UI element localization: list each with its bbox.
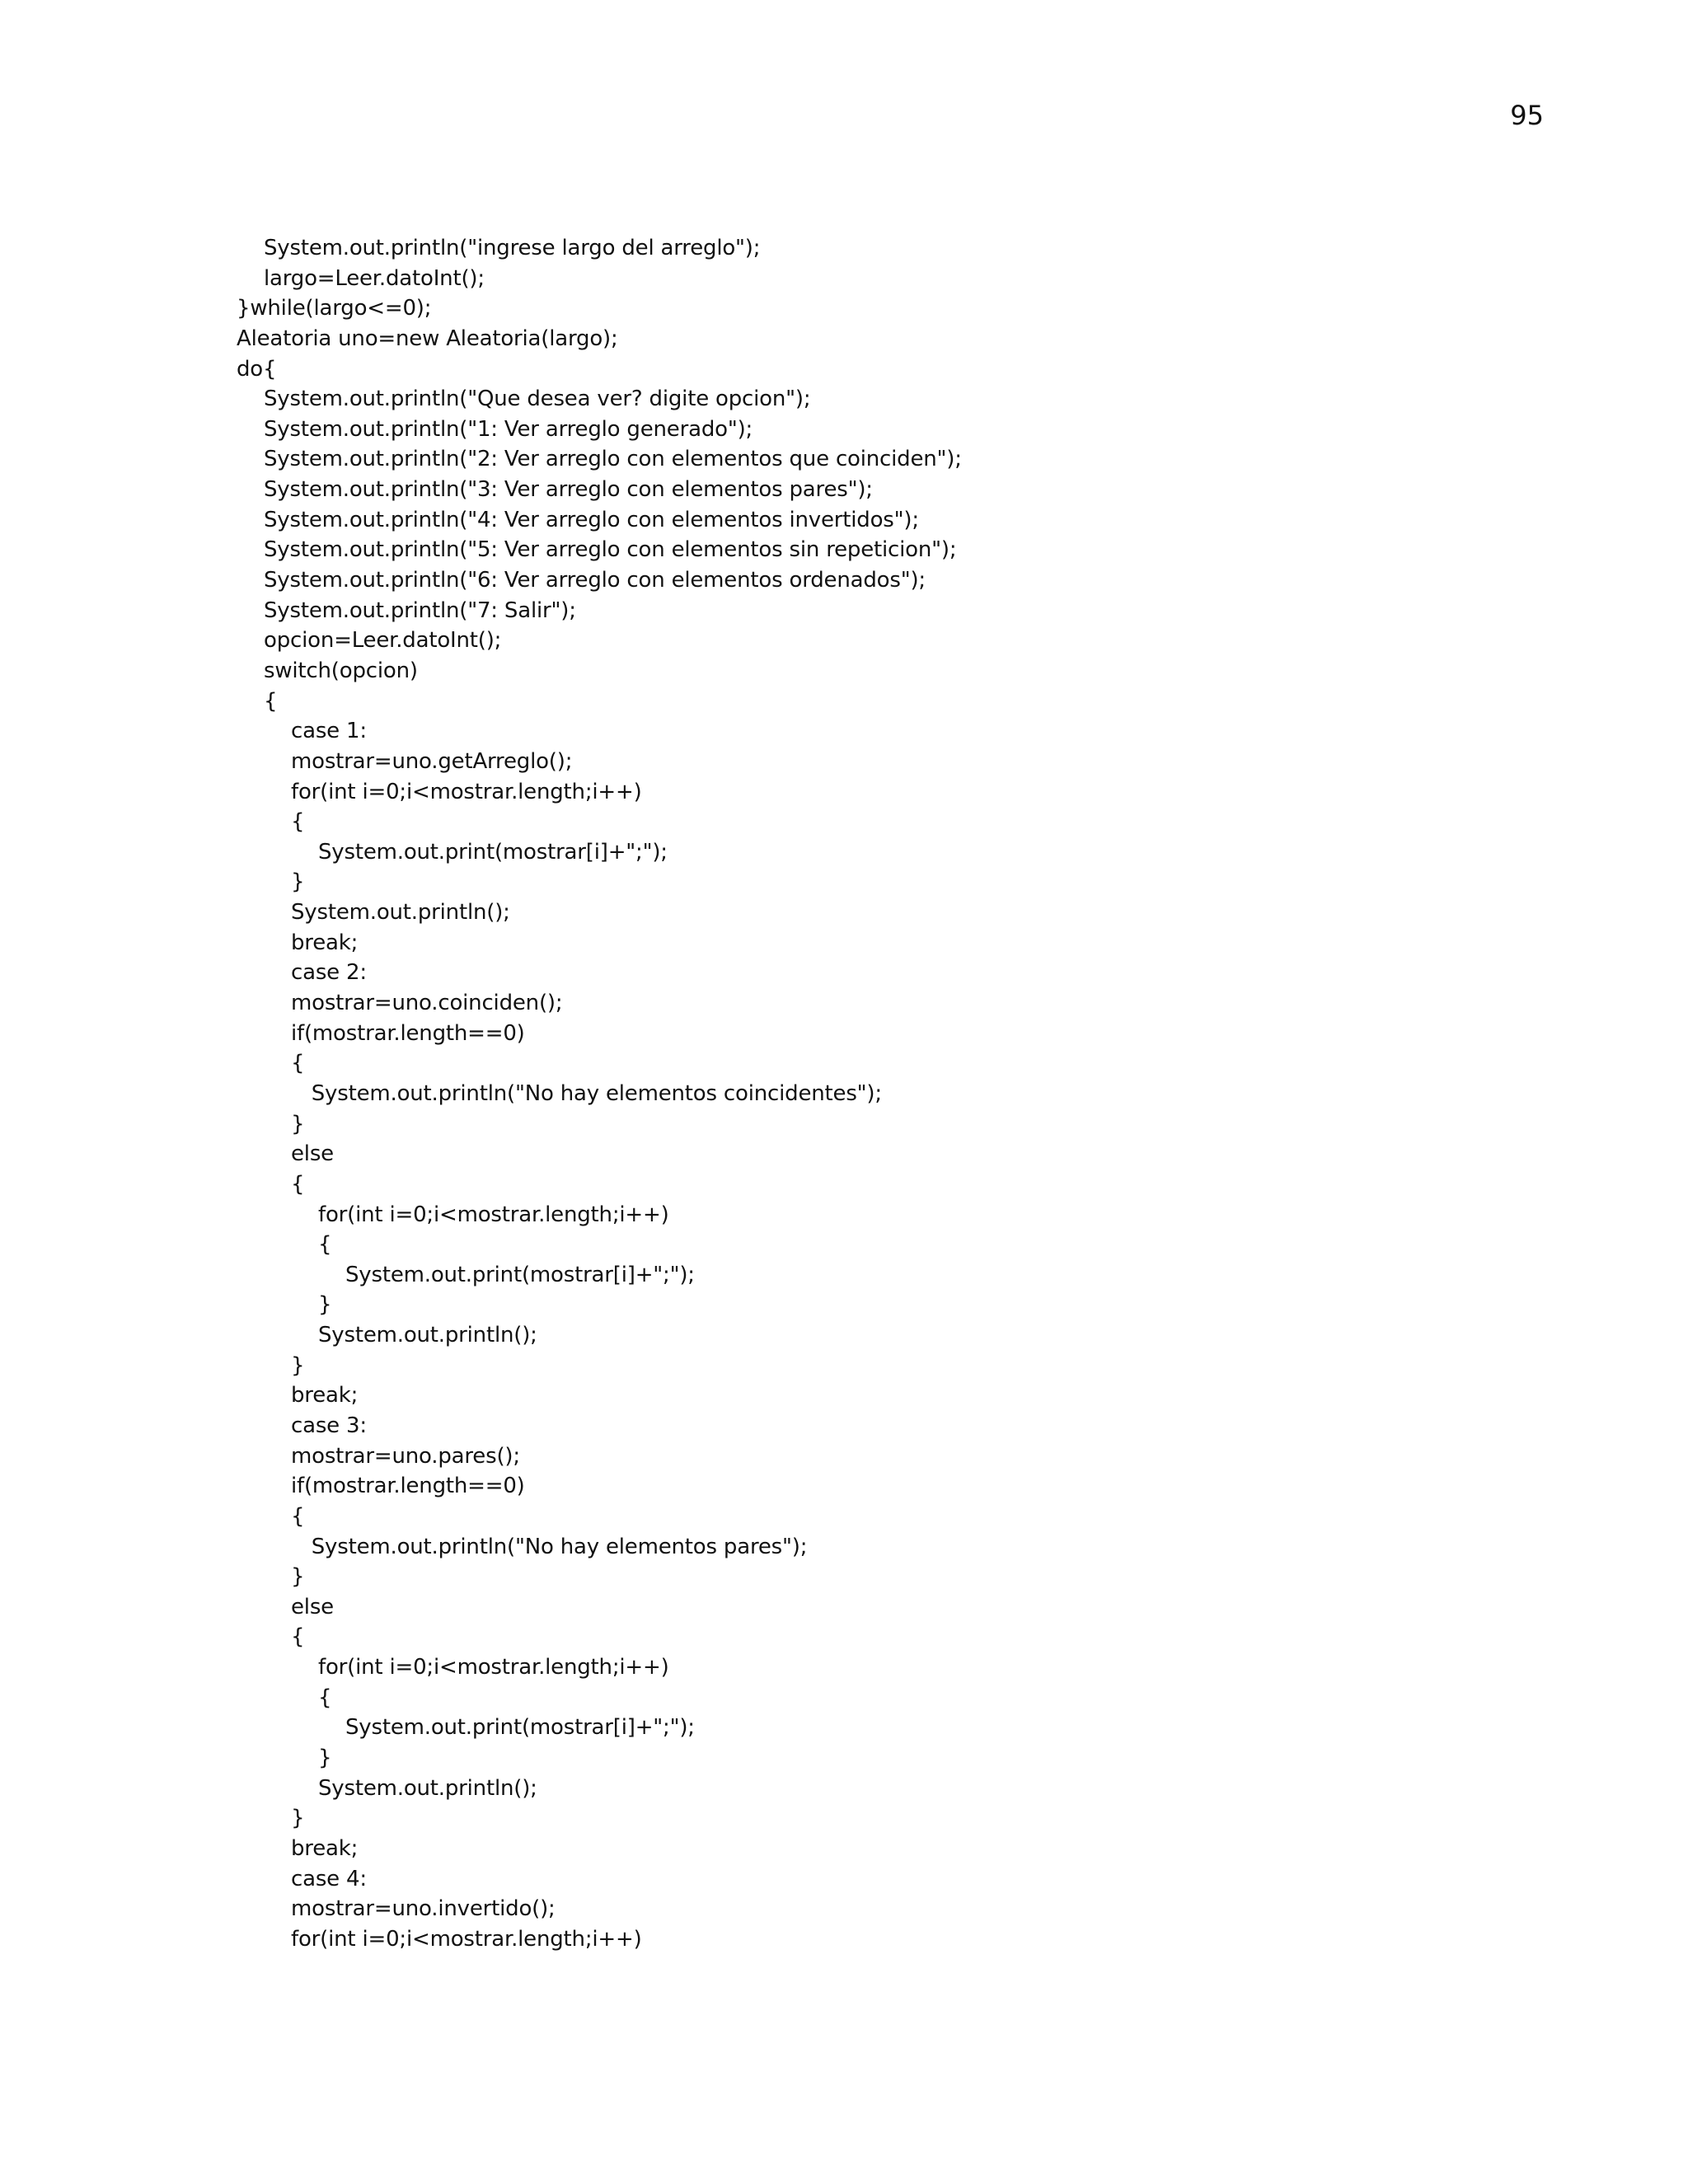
code-line: System.out.println("5: Ver arreglo con elementos sin repeticion");: [264, 537, 957, 563]
code-line: break;: [291, 930, 359, 955]
code-line: }while(largo<=0);: [237, 296, 432, 321]
page-number: 95: [1510, 100, 1544, 131]
code-line: mostrar=uno.pares();: [291, 1443, 520, 1469]
code-line: {: [291, 1624, 305, 1650]
code-line: System.out.println("1: Ver arreglo generado");: [264, 416, 753, 442]
code-line: {: [291, 809, 305, 835]
code-line: case 4:: [291, 1866, 367, 1891]
code-line: System.out.println("ingrese largo del arreglo");: [264, 236, 761, 260]
code-line: case 2:: [291, 960, 367, 986]
code-line: System.out.print(mostrar[i]+";");: [345, 1715, 695, 1741]
code-line: System.out.print(mostrar[i]+";");: [345, 1262, 695, 1287]
code-line: {: [318, 1685, 332, 1710]
code-line: System.out.println();: [291, 900, 510, 926]
code-line: if(mostrar.length==0): [291, 1020, 525, 1046]
code-listing: [237, 233, 962, 1955]
code-line: else: [291, 1594, 334, 1619]
code-line: System.out.println("No hay elementos coincidentes");: [311, 1080, 882, 1106]
code-line: opcion=Leer.datoInt();: [264, 628, 502, 654]
code-line: System.out.println("6: Ver arreglo con elementos ordenados");: [264, 568, 926, 593]
code-line: for(int i=0;i<mostrar.length;i++): [291, 779, 642, 804]
code-line: break;: [291, 1835, 359, 1861]
code-line: }: [291, 1806, 305, 1831]
code-line: for(int i=0;i<mostrar.length;i++): [291, 1926, 642, 1952]
code-line: Aleatoria uno=new Aleatoria(largo);: [237, 326, 618, 351]
code-line: do{: [237, 356, 277, 382]
code-line: break;: [291, 1383, 359, 1408]
code-line: largo=Leer.datoInt();: [264, 265, 485, 291]
code-line: {: [264, 688, 278, 714]
code-line: case 3:: [291, 1413, 367, 1438]
code-line: System.out.println();: [318, 1323, 537, 1348]
code-line: case 1:: [291, 719, 367, 744]
code-line: }: [318, 1746, 332, 1771]
code-line: System.out.println("7: Salir");: [264, 598, 576, 623]
code-line: {: [291, 1051, 305, 1076]
code-line: System.out.print(mostrar[i]+";");: [318, 839, 668, 865]
code-line: }: [291, 1564, 305, 1590]
code-line: mostrar=uno.invertido();: [291, 1896, 556, 1922]
code-line: System.out.println("No hay elementos pares");: [311, 1534, 808, 1559]
code-line: for(int i=0;i<mostrar.length;i++): [318, 1655, 669, 1680]
code-line: {: [291, 1503, 305, 1529]
code-line: for(int i=0;i<mostrar.length;i++): [318, 1202, 669, 1227]
code-line: }: [291, 1111, 305, 1137]
code-line: {: [318, 1232, 332, 1258]
code-line: System.out.println();: [318, 1775, 537, 1801]
code-line: switch(opcion): [264, 658, 418, 683]
code-line: System.out.println("Que desea ver? digite opcion");: [264, 387, 811, 412]
code-line: System.out.println("4: Ver arreglo con elementos invertidos");: [264, 507, 919, 532]
code-line: mostrar=uno.getArreglo();: [291, 748, 573, 774]
code-line: else: [291, 1141, 334, 1167]
code-line: }: [291, 869, 305, 895]
code-line: }: [291, 1352, 305, 1378]
code-line: }: [318, 1292, 332, 1318]
code-line: if(mostrar.length==0): [291, 1474, 525, 1499]
code-line: System.out.println("2: Ver arreglo con elementos que coinciden");: [264, 447, 962, 472]
code-line: mostrar=uno.coinciden();: [291, 991, 563, 1016]
code-line: System.out.println("3: Ver arreglo con elementos pares");: [264, 477, 873, 503]
code-line: {: [291, 1171, 305, 1197]
